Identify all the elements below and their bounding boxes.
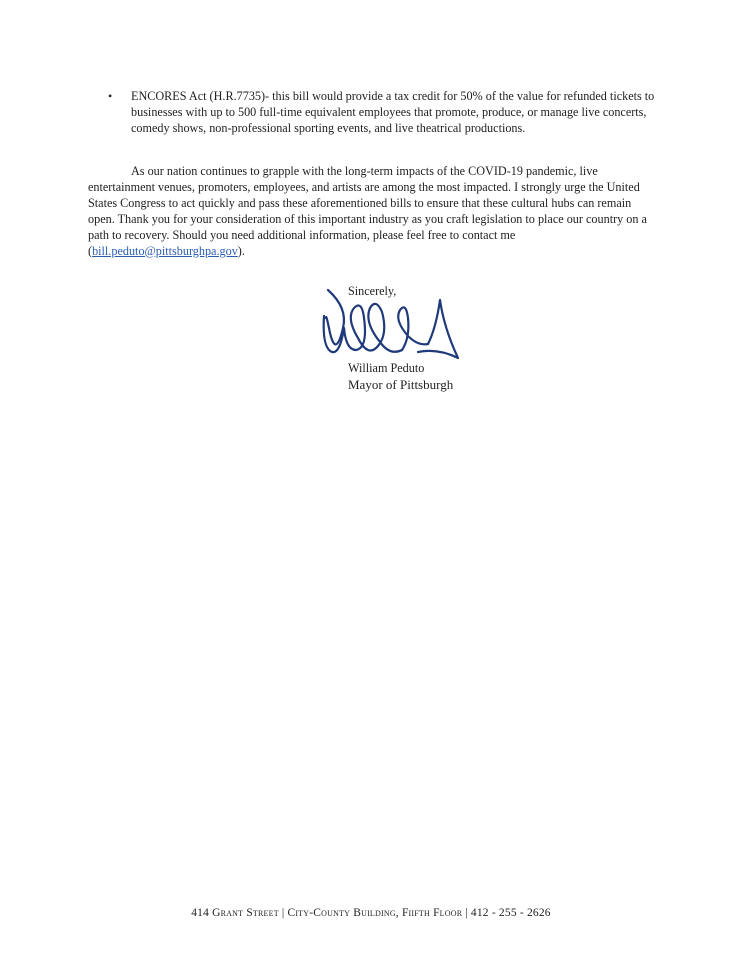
- paragraph-text: As our nation continues to grapple with the long-term impacts of the COVID-19 pandemic, live entertainment venues, promoters, employees, and artists are among the most impacted. I strongly urge the United States Congress to act quickly and pass these aforementioned bills to ensure that these cultural hubs can remain open. Thank you for your consideration of this important industry as you craft legislation to place our country on a path to recovery. Should you need additional information, please feel free to contact me (: [88, 164, 647, 258]
- signature-block: [318, 284, 518, 404]
- signer-name: William Peduto: [348, 361, 425, 375]
- body-paragraph: [88, 164, 660, 259]
- handwritten-signature: [318, 288, 468, 366]
- bullet-text: ENCORES Act (H.R.7735)- this bill would provide a tax credit for 50% of the value for refunded tickets to businesses with up to 500 full-time equivalent employees that promote, produce, or manage live concerts, comedy shows, non-professional sporting events, and live theatrical productions.: [131, 89, 655, 135]
- salutation: Sincerely,: [348, 284, 397, 298]
- signer-title: Mayor of Pittsburgh: [348, 377, 454, 392]
- paragraph-closing: ).: [237, 243, 245, 258]
- email-link[interactable]: bill.peduto@pittsburghpa.gov: [92, 243, 238, 258]
- footer-address: 414 Grant Street | City-County Building, Fiifth Floor | 412 - 255 - 2626: [191, 907, 551, 919]
- bullet-icon: •: [108, 89, 113, 103]
